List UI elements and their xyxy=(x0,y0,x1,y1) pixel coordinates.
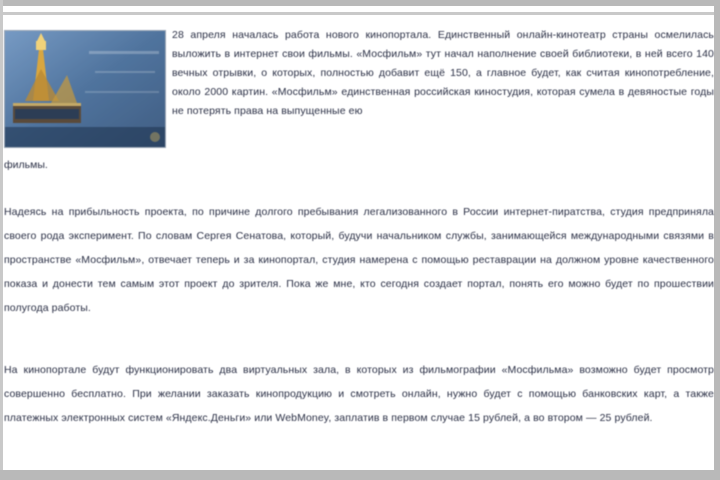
paragraph-2: Надеясь на прибыльность проекта, по причине долгого пребывания легализованного в России интернет-пиратства, студия предприняла своего рода эксперимент. По словам Сергея Сенатова, который, будучи начальником службы, занимающейся международными связями в пространстве «Мосфильм», отвечает теперь и за кинопортал, студия намерена с помощью реставрации на должном уровне качественного показа и донести тем самым этот проект до зрителя. Пока же мне, кто сегодня создает портал, понять его можно будет по прошествии полугода работы. xyxy=(4,206,714,314)
lead-paragraph: 28 апреля началась работа нового кинопортала. Единственный онлайн-кинотеатр страны осмелилась выложить в интернет свои фильмы. «Мосфильм» тут начал наполнение своей библиотеки, в ней всего 140 вечных отрывки, о которых, полностью добавит ещё 150, а главное будет, как считая кинопотребление, около 2000 картин. «Мосфильм» единственная российская киностудия, которая сумела в девяностые годы не потерять права на выпущенные ею xyxy=(172,29,714,117)
top-border xyxy=(0,0,720,6)
paragraph-3: На кинопортале будут функционировать два виртуальных зала, в которых из фильмографии «Мосфильма» возможно будет просмотр совершенно бесплатно. При желании заказать кинопродукцию и смотреть онлайн, нужно будет с помощью банковских карт, а также платежных электронных систем «Яндекс.Деньги» или WebMoney, заплатив в первом случае 15 рублей, а во втором — 25 рублей. xyxy=(4,364,714,424)
article-thumbnail[interactable] xyxy=(4,30,166,148)
film-studio-logo-image xyxy=(5,31,165,147)
top-rule xyxy=(0,12,720,15)
lead-paragraph-tail: фильмы. xyxy=(4,159,48,171)
bottom-scrollbar[interactable] xyxy=(0,470,720,480)
right-scrollbar[interactable] xyxy=(714,0,720,480)
left-border xyxy=(0,0,3,480)
